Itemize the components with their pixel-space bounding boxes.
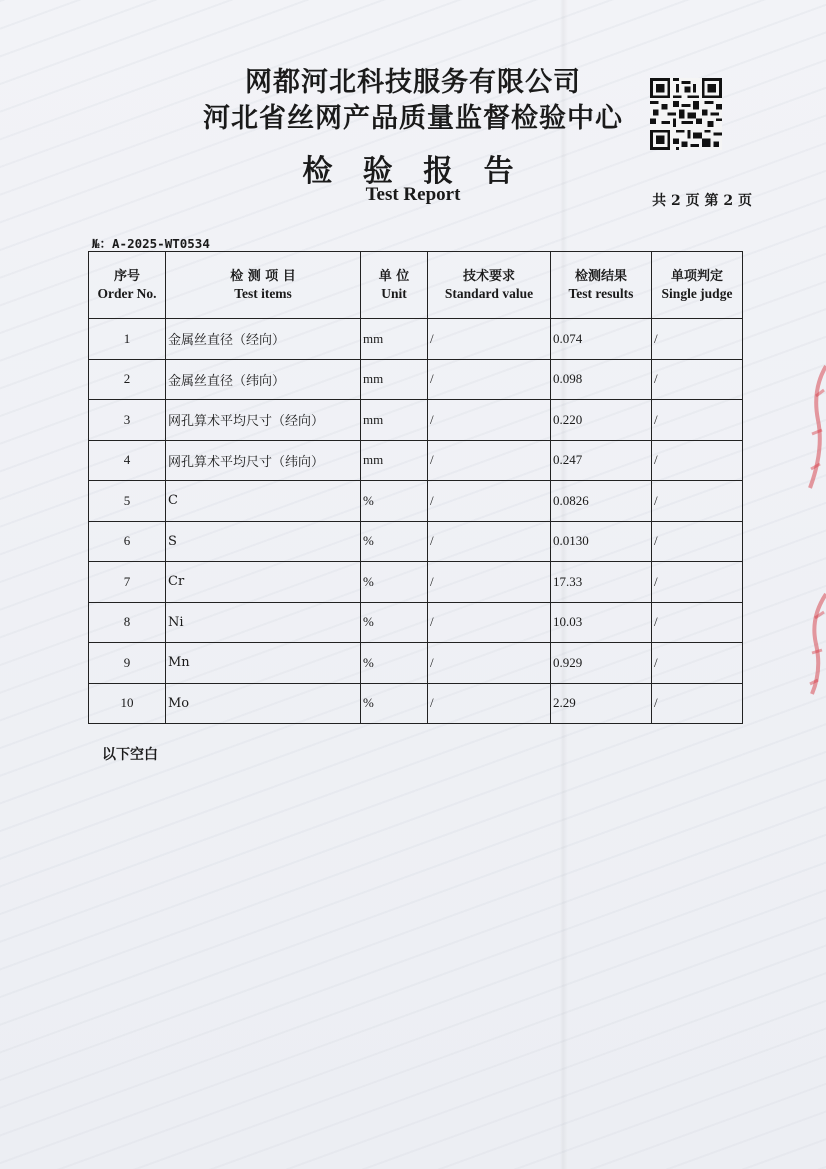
report-number: №：A-2025-WT0534 (92, 236, 210, 251)
table-row (89, 440, 743, 481)
cell-order-no: 4 (89, 440, 166, 481)
cell-unit: mm (361, 319, 428, 360)
col-test-items: 检 测 项 目 Test items (166, 252, 361, 319)
organization-name: 网都河北科技服务有限公司 (245, 67, 581, 98)
cell-order-no: 6 (89, 521, 166, 562)
cell-test-item: 网孔算术平均尺寸（纬向） (166, 440, 361, 481)
cell-standard: / (428, 562, 551, 603)
cell-order-no: 3 (89, 400, 166, 441)
table-row (89, 683, 743, 724)
cell-unit: % (361, 521, 428, 562)
cell-unit: mm (361, 400, 428, 441)
cell-judge: / (652, 521, 743, 562)
center-name: 河北省丝网产品质量监督检验中心 (203, 103, 623, 134)
cell-judge: / (652, 400, 743, 441)
col-order-no: 序号 Order No. (89, 252, 166, 319)
cell-standard: / (428, 643, 551, 684)
cell-order-no: 8 (89, 602, 166, 643)
table-row (89, 481, 743, 522)
cell-result: 0.074 (551, 319, 652, 360)
cell-unit: % (361, 602, 428, 643)
cell-test-item: Cr (166, 562, 361, 603)
cell-result: 0.0826 (551, 481, 652, 522)
cell-unit: % (361, 481, 428, 522)
cell-order-no: 7 (89, 562, 166, 603)
cell-result: 0.247 (551, 440, 652, 481)
col-standard-value: 技术要求 Standard value (428, 252, 551, 319)
cell-unit: % (361, 562, 428, 603)
cell-standard: / (428, 319, 551, 360)
cell-standard: / (428, 400, 551, 441)
cell-standard: / (428, 602, 551, 643)
qr-code-icon (650, 78, 722, 150)
table-row (89, 400, 743, 441)
report-title-cn: 检 验 报 告 (302, 154, 524, 189)
cell-result: 17.33 (551, 562, 652, 603)
cell-test-item: S (166, 521, 361, 562)
cell-judge: / (652, 643, 743, 684)
cell-unit: % (361, 643, 428, 684)
cell-test-item: 网孔算术平均尺寸（经向） (166, 400, 361, 441)
table-row (89, 602, 743, 643)
col-single-judge: 单项判定 Single judge (652, 252, 743, 319)
cell-result: 2.29 (551, 683, 652, 724)
cell-judge: / (652, 319, 743, 360)
cell-test-item: Ni (166, 602, 361, 643)
cell-judge: / (652, 359, 743, 400)
cell-result: 0.929 (551, 643, 652, 684)
table-row (89, 521, 743, 562)
cell-order-no: 10 (89, 683, 166, 724)
cell-judge: / (652, 602, 743, 643)
seal-stamp-fragment (804, 590, 826, 700)
cell-standard: / (428, 359, 551, 400)
cell-test-item: 金属丝直径（经向） (166, 319, 361, 360)
cell-standard: / (428, 440, 551, 481)
cell-test-item: 金属丝直径（纬向） (166, 359, 361, 400)
test-results-table (88, 251, 743, 724)
table-header-row (89, 252, 743, 319)
cell-unit: % (361, 683, 428, 724)
cell-order-no: 2 (89, 359, 166, 400)
cell-standard: / (428, 683, 551, 724)
table-row (89, 562, 743, 603)
table-row (89, 319, 743, 360)
cell-test-item: Mo (166, 683, 361, 724)
cell-test-item: Mn (166, 643, 361, 684)
cell-judge: / (652, 683, 743, 724)
cell-result: 0.220 (551, 400, 652, 441)
cell-standard: / (428, 481, 551, 522)
table-row (89, 359, 743, 400)
cell-order-no: 5 (89, 481, 166, 522)
cell-result: 10.03 (551, 602, 652, 643)
cell-order-no: 9 (89, 643, 166, 684)
cell-test-item: C (166, 481, 361, 522)
cell-judge: / (652, 481, 743, 522)
cell-unit: mm (361, 359, 428, 400)
page-count: 共 2 页 第 2 页 (652, 193, 752, 209)
cell-result: 0.098 (551, 359, 652, 400)
cell-order-no: 1 (89, 319, 166, 360)
seal-stamp-fragment (804, 360, 826, 500)
blank-below-note: 以下空白 (102, 747, 158, 763)
report-title-en: Test Report (365, 184, 461, 205)
cell-standard: / (428, 521, 551, 562)
col-test-results: 检测结果 Test results (551, 252, 652, 319)
col-unit: 单 位 Unit (361, 252, 428, 319)
table-row (89, 643, 743, 684)
cell-result: 0.0130 (551, 521, 652, 562)
cell-judge: / (652, 440, 743, 481)
cell-unit: mm (361, 440, 428, 481)
cell-judge: / (652, 562, 743, 603)
